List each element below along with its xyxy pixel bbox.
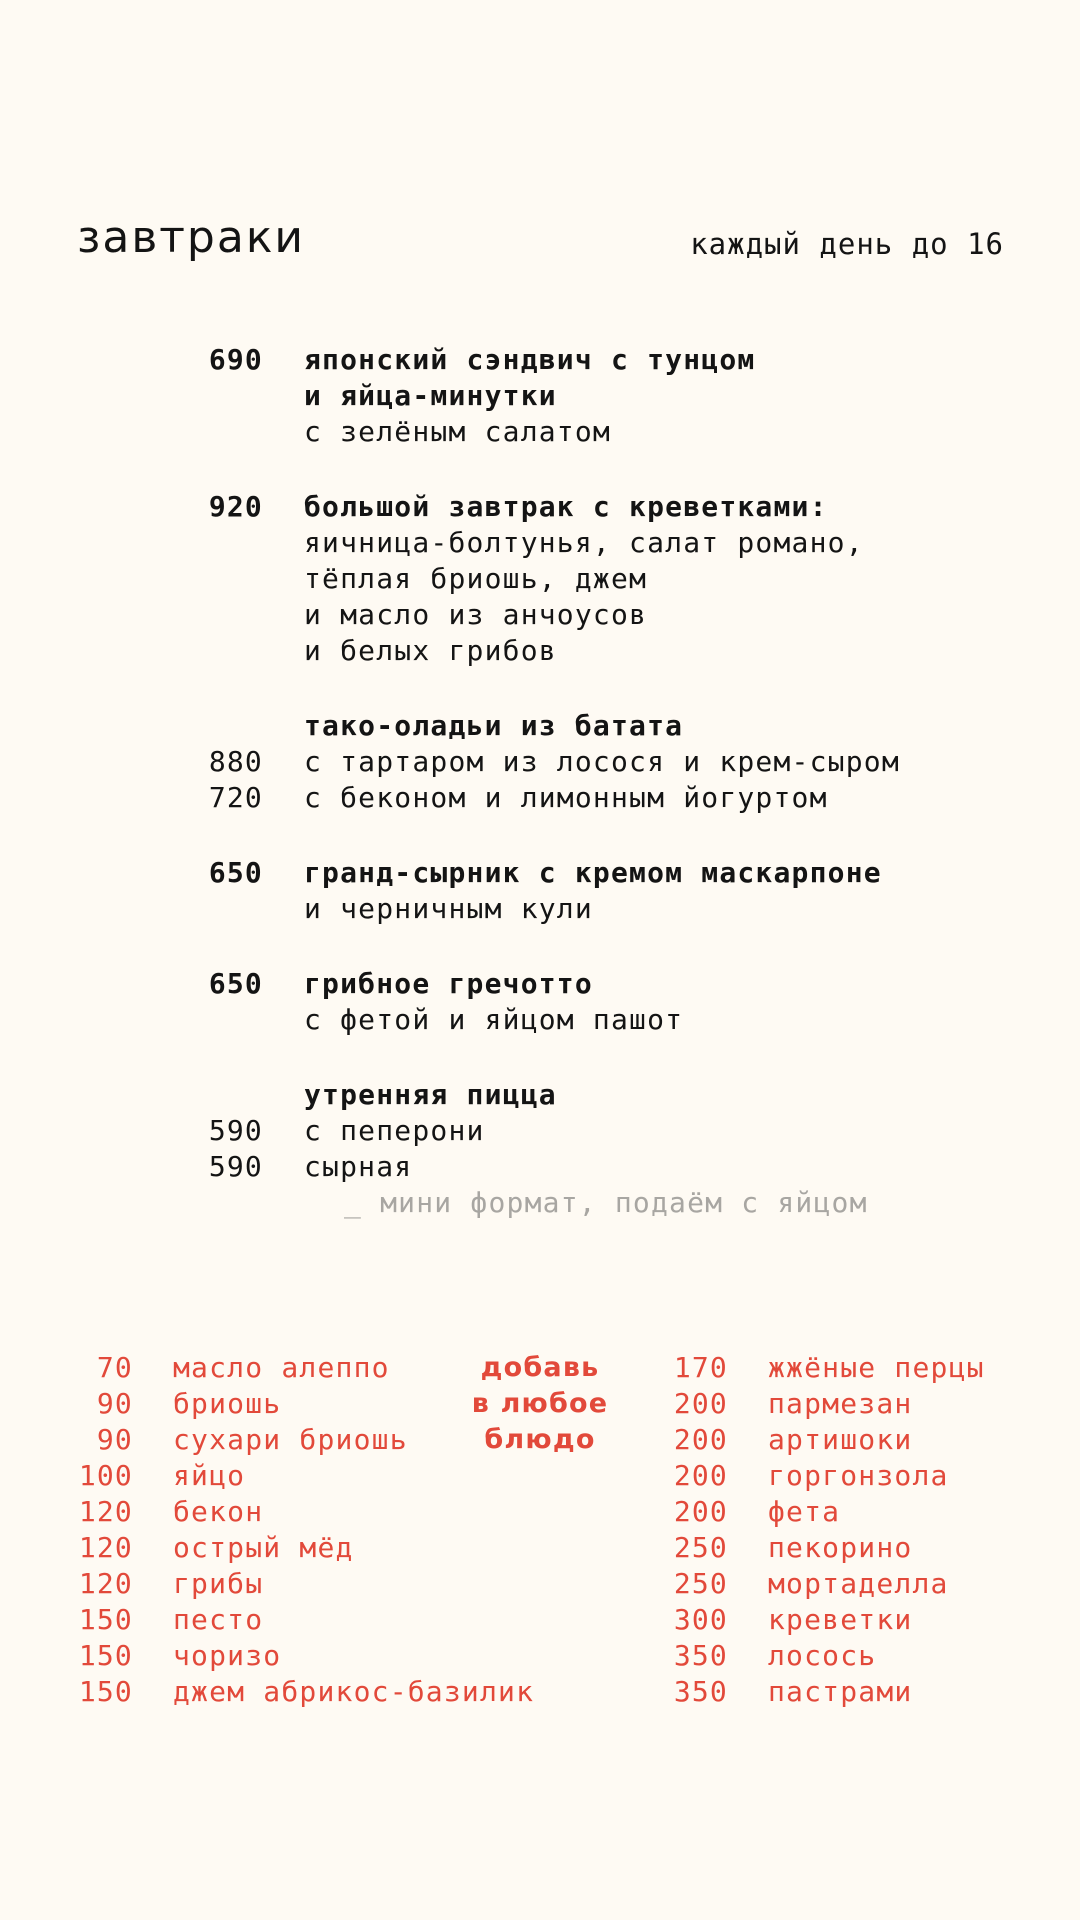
menu-price: 720 [208, 781, 263, 814]
menu-price: 650 [208, 856, 263, 889]
menu-price [0, 633, 304, 669]
addon-price: 90 [96, 1387, 133, 1420]
addon-price: 90 [96, 1423, 133, 1456]
menu-price: 920 [208, 490, 263, 523]
menu-price: 690 [208, 343, 263, 376]
addons-heading-line: добавь [480, 1352, 600, 1383]
menu-dish-variant: с пеперони [304, 1114, 485, 1147]
addon-price: 200 [673, 1387, 728, 1420]
addon-price: 250 [673, 1567, 728, 1600]
menu-dish-name: гранд-сырник с кремом маскарпоне [304, 856, 882, 889]
addon-name: лосось [768, 1639, 877, 1672]
menu-dish-description: яичница-болтунья, салат романо, [304, 526, 864, 559]
addon-row [670, 1566, 985, 1602]
menu-dish-description: и масло из анчоусов [304, 598, 648, 631]
addon-price: 120 [78, 1531, 133, 1564]
addon-name: джем абрикос-базилик [173, 1675, 535, 1708]
menu-dish-description: с зелёным салатом [304, 415, 611, 448]
addon-name: фета [768, 1495, 841, 1528]
menu-dish-variant: с тартаром из лосося и крем-сыром [304, 745, 900, 778]
menu-dish-description: и белых грибов [304, 634, 557, 667]
addon-name: артишоки [768, 1423, 913, 1456]
menu-line [0, 597, 1080, 633]
addon-row [670, 1674, 985, 1710]
addon-name: яйцо [173, 1459, 246, 1492]
menu-line [0, 414, 1080, 450]
menu-dish-variant: сырная [304, 1150, 413, 1183]
addon-price: 120 [78, 1567, 133, 1600]
addons-heading-line: в любое [471, 1388, 609, 1419]
menu-line [0, 891, 1080, 927]
addon-name: креветки [768, 1603, 913, 1636]
menu-line [0, 561, 1080, 597]
menu-price: 880 [208, 745, 263, 778]
addon-row [670, 1386, 985, 1422]
menu-price [0, 378, 304, 414]
addon-price: 150 [78, 1675, 133, 1708]
menu-item-big-breakfast [0, 489, 1080, 669]
addon-row [75, 1638, 534, 1674]
addon-price: 200 [673, 1459, 728, 1492]
addon-row [670, 1602, 985, 1638]
addon-price: 350 [673, 1675, 728, 1708]
addon-name: чоризо [173, 1639, 282, 1672]
menu-line [0, 525, 1080, 561]
menu-item-syrnik [0, 855, 1080, 927]
addon-row [670, 1638, 985, 1674]
menu-note [0, 1185, 1080, 1221]
addon-name: бриошь [173, 1387, 282, 1420]
menu-line [0, 489, 1080, 525]
addon-price: 70 [96, 1351, 133, 1384]
addon-row [670, 1458, 985, 1494]
addon-price: 100 [78, 1459, 133, 1492]
menu-line [0, 1002, 1080, 1038]
menu-line [0, 1113, 1080, 1149]
menu-price: 590 [208, 1150, 263, 1183]
addon-row [75, 1566, 534, 1602]
addon-row [75, 1530, 534, 1566]
menu-dish-name: утренняя пицца [304, 1078, 557, 1111]
addon-price: 200 [673, 1423, 728, 1456]
menu-item-tuna-sandwich [0, 342, 1080, 450]
menu-line [0, 378, 1080, 414]
addon-price: 170 [673, 1351, 728, 1384]
menu-item-grechotto [0, 966, 1080, 1038]
addon-name: песто [173, 1603, 264, 1636]
menu-line [0, 342, 1080, 378]
menu-dish-name: большой завтрак с креветками: [304, 490, 828, 523]
menu-price [0, 525, 304, 561]
addon-row [75, 1458, 534, 1494]
addon-price: 250 [673, 1531, 728, 1564]
addon-price: 200 [673, 1495, 728, 1528]
addon-name: бекон [173, 1495, 264, 1528]
addon-name: горгонзола [768, 1459, 949, 1492]
addon-name: мортаделла [768, 1567, 949, 1600]
menu-dish-name: японский сэндвич с тунцом [304, 343, 756, 376]
menu-line [0, 1077, 1080, 1113]
addon-name: пастрами [768, 1675, 913, 1708]
menu-price [0, 1002, 304, 1038]
menu-line [0, 708, 1080, 744]
menu-price [0, 708, 304, 744]
addon-name: грибы [173, 1567, 264, 1600]
addon-price: 150 [78, 1603, 133, 1636]
page-title: завтраки [77, 212, 305, 263]
addon-name: пармезан [768, 1387, 913, 1420]
addons-right-column [670, 1350, 985, 1710]
addon-row [75, 1494, 534, 1530]
menu-dish-name: и яйца-минутки [304, 379, 557, 412]
menu-price [0, 597, 304, 633]
menu-price [0, 891, 304, 927]
menu-line [0, 966, 1080, 1002]
breakfast-menu [0, 342, 1080, 1260]
menu-price: 590 [208, 1114, 263, 1147]
addons-heading-line: блюдо [484, 1424, 596, 1455]
addon-row [670, 1422, 985, 1458]
menu-price [0, 561, 304, 597]
menu-line [0, 744, 1080, 780]
menu-price [0, 1077, 304, 1113]
hours-note: каждый день до 16 [690, 227, 1004, 261]
menu-line [0, 780, 1080, 816]
addon-row [75, 1602, 534, 1638]
addon-name: острый мёд [173, 1531, 354, 1564]
addon-row [670, 1494, 985, 1530]
menu-price: 650 [208, 967, 263, 1000]
addon-name: сухари бриошь [173, 1423, 408, 1456]
menu-dish-description: тёплая бриошь, джем [304, 562, 648, 595]
menu-item-taco-pancakes [0, 708, 1080, 816]
addon-row [670, 1350, 985, 1386]
menu-line [0, 1149, 1080, 1185]
addon-name: жжёные перцы [768, 1351, 985, 1384]
addon-row [75, 1674, 534, 1710]
menu-note-text: _ мини формат, подаём с яйцом [344, 1186, 868, 1219]
menu-dish-description: и черничным кули [304, 892, 593, 925]
addon-price: 300 [673, 1603, 728, 1636]
addon-row [670, 1530, 985, 1566]
addon-price: 120 [78, 1495, 133, 1528]
addon-price: 150 [78, 1639, 133, 1672]
menu-line [0, 855, 1080, 891]
menu-dish-description: с фетой и яйцом пашот [304, 1003, 684, 1036]
menu-item-morning-pizza [0, 1077, 1080, 1221]
addon-name: масло алеппо [173, 1351, 390, 1384]
menu-dish-name: тако-оладьи из батата [304, 709, 684, 742]
menu-price [0, 414, 304, 450]
menu-dish-name: грибное гречотто [304, 967, 593, 1000]
menu-dish-variant: с беконом и лимонным йогуртом [304, 781, 828, 814]
menu-line [0, 633, 1080, 669]
addons-heading [455, 1350, 625, 1458]
addon-price: 350 [673, 1639, 728, 1672]
addon-name: пекорино [768, 1531, 913, 1564]
